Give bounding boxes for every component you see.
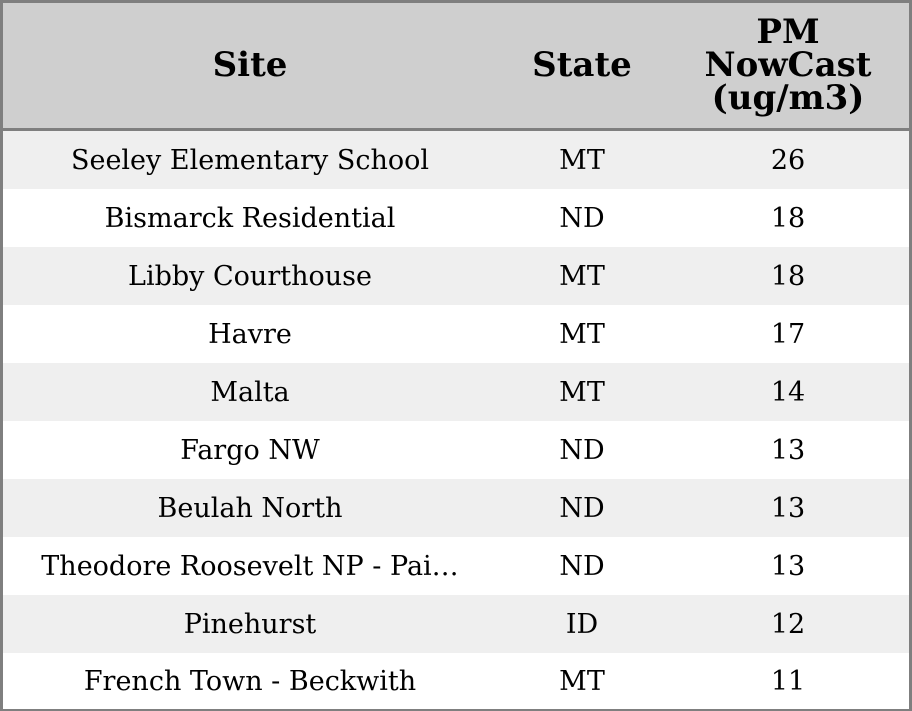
site-cell: Havre xyxy=(3,305,497,363)
site-cell: Seeley Elementary School xyxy=(3,130,497,190)
site-cell: Theodore Roosevelt NP - Pai… xyxy=(3,537,497,595)
site-cell: French Town - Beckwith xyxy=(3,653,497,709)
table-row xyxy=(3,363,909,421)
table-row xyxy=(3,479,909,537)
pm-nowcast-cell: 26 xyxy=(667,130,909,190)
state-cell: MT xyxy=(497,247,667,305)
column-header-pm-line-2: NowCast xyxy=(704,45,872,85)
column-header-pm-line-3: (ug/m3) xyxy=(711,78,865,118)
site-cell: Bismarck Residential xyxy=(3,189,497,247)
column-header-pm-line-1: PM xyxy=(756,12,820,52)
pm-nowcast-cell: 13 xyxy=(667,537,909,595)
state-cell: ND xyxy=(497,537,667,595)
pm-nowcast-cell: 18 xyxy=(667,247,909,305)
column-header-state-line: State xyxy=(532,45,632,85)
table-row xyxy=(3,595,909,653)
pm-nowcast-cell: 11 xyxy=(667,653,909,709)
table-row xyxy=(3,130,909,190)
state-cell: MT xyxy=(497,305,667,363)
table-row xyxy=(3,247,909,305)
pm-nowcast-cell: 12 xyxy=(667,595,909,653)
pm-nowcast-cell: 17 xyxy=(667,305,909,363)
state-cell: MT xyxy=(497,653,667,709)
pm-nowcast-cell: 13 xyxy=(667,421,909,479)
table-header xyxy=(3,3,909,130)
pm-nowcast-cell: 18 xyxy=(667,189,909,247)
table-row xyxy=(3,189,909,247)
site-cell: Pinehurst xyxy=(3,595,497,653)
column-header-state xyxy=(497,3,667,130)
site-cell: Fargo NW xyxy=(3,421,497,479)
table-body xyxy=(3,130,909,710)
site-cell: Malta xyxy=(3,363,497,421)
pm-nowcast-table xyxy=(3,3,909,709)
state-cell: ND xyxy=(497,421,667,479)
state-cell: ID xyxy=(497,595,667,653)
table-row xyxy=(3,305,909,363)
header-row xyxy=(3,3,909,130)
state-cell: MT xyxy=(497,130,667,190)
column-header-site xyxy=(3,3,497,130)
table-row xyxy=(3,421,909,479)
state-cell: ND xyxy=(497,479,667,537)
pm-nowcast-cell: 14 xyxy=(667,363,909,421)
pm-nowcast-cell: 13 xyxy=(667,479,909,537)
state-cell: ND xyxy=(497,189,667,247)
column-header-pm-nowcast xyxy=(667,3,909,130)
state-cell: MT xyxy=(497,363,667,421)
column-header-site-line: Site xyxy=(212,45,288,85)
table-row xyxy=(3,537,909,595)
site-cell: Libby Courthouse xyxy=(3,247,497,305)
site-cell: Beulah North xyxy=(3,479,497,537)
table-row xyxy=(3,653,909,709)
